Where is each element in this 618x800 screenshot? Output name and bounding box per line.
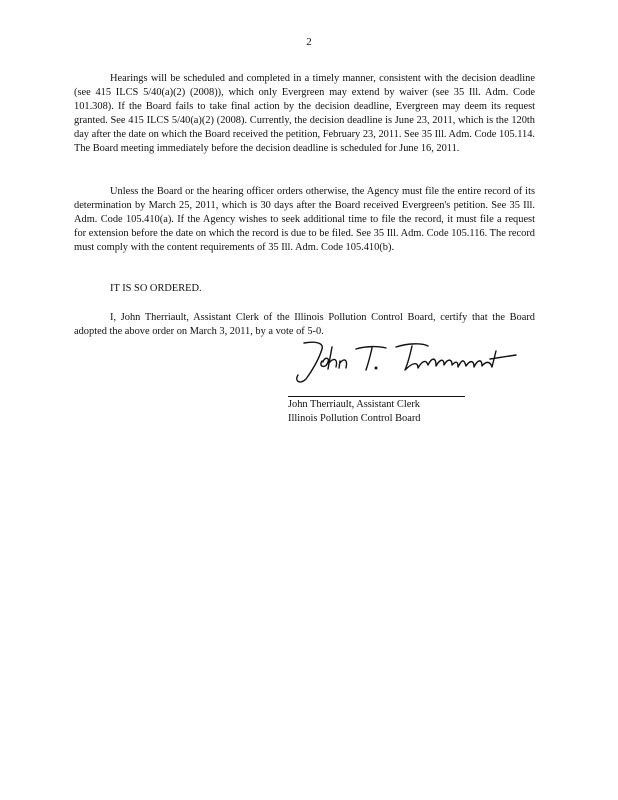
paragraph-agency-record: Unless the Board or the hearing officer orders otherwise, the Agency must file the entire record of its determination by March 25, 2011, which is 30 days after the Board received Evergreen's petition. See 35 Ill. Adm. Code 105.410(a). If the Agency wishes to seek additional time to file the record, it must file a request for extension before the date on which the record is due to be filed. See 35 Ill. Adm. Code 105.116. The record must comply with the content requirements of 35 Ill. Adm. Code 105.410(b). — [74, 186, 535, 253]
paragraph-hearings: Hearings will be scheduled and completed in a timely manner, consistent with the decision deadline (see 415 ILCS 5/40(a)(2) (2008)), which only Evergreen may extend by waiver (see 35 Ill. Adm. Code 101.308). If the Board fails to take final action by the decision deadline, Evergreen may deem its request granted. See 415 ILCS 5/40(a)(2) (2008). Currently, the decision deadline is June 23, 2011, which is the 120th day after the date on which the Board received the petition, February 23, 2011. See 35 Ill. Adm. Code 105.114. The Board meeting immediately before the decision deadline is scheduled for June 16, 2011. — [74, 73, 535, 154]
handwritten-signature — [286, 337, 536, 389]
signer-organization: Illinois Pollution Control Board — [288, 413, 421, 424]
signature-block — [288, 398, 421, 426]
so-ordered-statement: IT IS SO ORDERED. — [110, 283, 202, 294]
signature-line — [288, 396, 465, 397]
paragraph-certification: I, John Therriault, Assistant Clerk of the Illinois Pollution Control Board, certify that the Board adopted the above order on March 3, 2011, by a vote of 5-0. — [74, 312, 535, 337]
page-number: 2 — [306, 36, 312, 48]
signer-name-title: John Therriault, Assistant Clerk — [288, 399, 420, 410]
